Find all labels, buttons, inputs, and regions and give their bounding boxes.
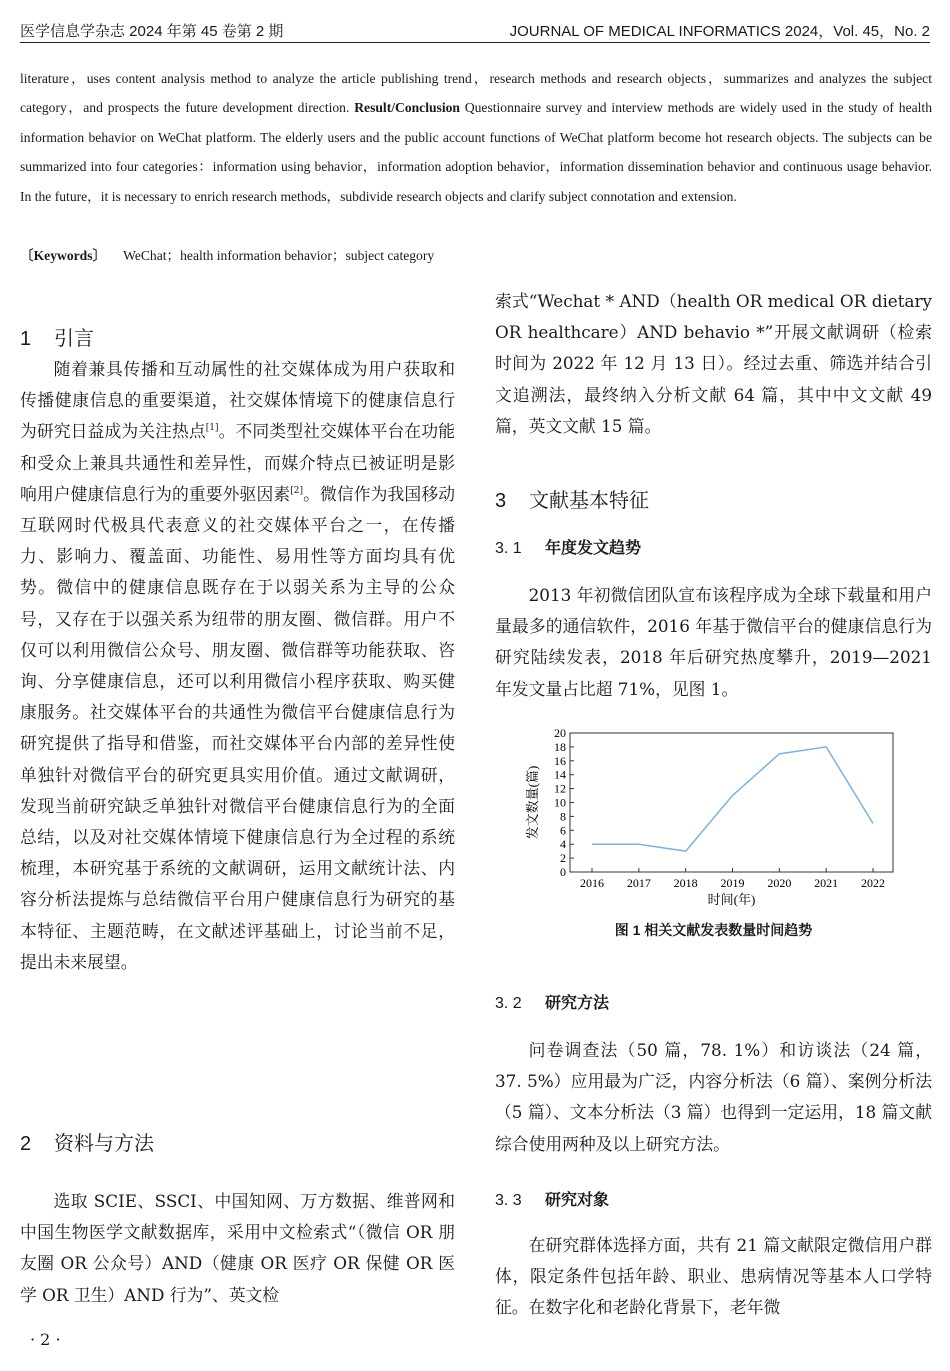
citation-2: [2] [290,485,303,496]
section-2-body-cont [495,286,932,442]
section-3-3-body [495,1230,932,1324]
header-rule [20,42,930,43]
section-1-body [20,354,455,978]
abstract-text-a: literature，uses content analysis method to analyze the article publishing trend，research methods and research objects，summarizes and analyzes the subject category，and prospects the future development direction. [20,71,932,116]
journal-name-cn: 医学信息学杂志 2024 年第 45 卷第 2 期 [20,23,284,40]
keywords: WeChat；health information behavior；subject category [123,248,435,263]
section-1-heading [20,322,94,351]
subsection-title: 研究对象 [545,1192,610,1209]
x-tick-label: 2022 [861,876,885,890]
x-axis-ticks [580,868,885,890]
intro-text-b: 。不同类型社交媒体平台在功能和受众上兼具共通性和差异性，而媒介特点已被证明是影响用户健康信息行为的重要外驱因素 [20,421,455,504]
section-2-body [20,1186,455,1311]
methods-text: 选取 SCIE、SSCI、中国知网、万方数据、维普网和中国生物医学文献数据库，采用中文检索式“（微信 OR 朋友圈 OR 公众号）AND（健康 OR 医疗 OR 保健 OR 医学 OR 卫生）AND 行为”、英文检 [20,1191,455,1305]
keywords-label: 〔Keywords〕 [20,248,107,263]
keywords-line [20,244,434,264]
y-tick-label: 10 [554,795,566,810]
section-number: 2 [20,1133,32,1155]
subsection-number: 3. 1 [495,540,522,557]
y-tick-label: 12 [554,781,566,796]
y-axis-label: 发文数量(篇) [525,765,540,840]
result-label: Result/Conclusion [354,100,460,116]
objects-text: 在研究群体选择方面，共有 21 篇文献限定微信用户群体，限定条件包括年龄、职业、患病情况等基本人口学特征。在数字化和老龄化背景下，老年微 [495,1235,932,1318]
subsection-number: 3. 2 [495,995,522,1012]
plot-frame [570,733,893,872]
section-title: 资料与方法 [54,1133,154,1155]
x-axis-label: 时间(年) [707,892,756,907]
citation-1: [1] [205,423,219,434]
y-tick-label: 16 [554,753,566,768]
abstract-text-b: Questionnaire survey and interview methods are widely used in the study of health information behavior on WeChat platform. The elderly users and the public account functions of WeChat platform become hot research objects. The subjects can be summarized into four categories：information using behavior，information adoption behavior，information dissemination behavior and continuous usage behavior. In the future，it is necessary to enrich research methods，subdivide research objects and clarify subject connotation and extension. [20,100,932,204]
y-tick-label: 0 [560,865,566,879]
methods-stats-text: 问卷调查法（50 篇，78. 1%）和访谈法（24 篇，37. 5%）应用最为广泛，内容分析法（6 篇）、案例分析法（5 篇）、文本分析法（3 篇）也得到一定运用，18 篇文献综合使用两种及以上研究方法。 [495,1040,932,1154]
y-tick-label: 20 [554,726,566,740]
figure-1-line-chart [525,725,900,910]
x-tick-label: 2018 [673,876,698,890]
methods-text-cont: 索式“Wechat * AND（health OR medical OR dietary OR healthcare）AND behavio *”开展文献调研（检索时间为 2022 年 12 月 13 日）。经过去重、筛选并结合引文追溯法，最终纳入分析文献 64 篇，其中中文文献 49 篇，英文文献 15 篇。 [495,291,932,436]
x-tick-label: 2016 [580,876,604,890]
section-3-3-heading [495,1187,609,1210]
subsection-title: 年度发文趋势 [545,540,642,557]
running-header [20,18,930,40]
x-tick-label: 2019 [720,876,745,890]
section-2-heading [20,1127,154,1156]
journal-name-en: JOURNAL OF MEDICAL INFORMATICS 2024，Vol. 45，No. 2 [509,23,930,40]
section-3-2-body [495,1035,932,1160]
series-line [592,747,873,851]
y-axis-ticks [554,726,574,879]
section-3-heading [495,484,649,513]
section-number: 3 [495,490,507,512]
section-3-1-body [495,580,932,705]
x-tick-label: 2021 [814,876,839,890]
y-tick-label: 14 [554,767,566,782]
trend-text: 2013 年初微信团队宣布该程序成为全球下载量和用户量最多的通信软件，2016 年基于微信平台的健康信息行为研究陆续发表，2018 年后研究热度攀升，2019—2021 年发文量占比超 71%，见图 1。 [495,585,932,699]
section-3-2-heading [495,990,609,1013]
subsection-number: 3. 3 [495,1192,522,1209]
x-tick-label: 2020 [767,876,792,890]
y-tick-label: 4 [560,837,566,852]
x-tick-label: 2017 [626,876,651,890]
subsection-title: 研究方法 [545,995,610,1012]
page-number: · 2 · [30,1330,61,1349]
y-tick-label: 6 [560,823,566,838]
intro-text-a: 随着兼具传播和互动属性的社交媒体成为用户获取和传播健康信息的重要渠道，社交媒体情境下的健康信息行为研究日益成为关注热点 [20,359,455,442]
abstract-text [20,64,932,211]
y-tick-label: 18 [554,739,566,754]
section-3-1-heading [495,535,641,558]
section-title: 引言 [54,328,94,350]
section-number: 1 [20,328,32,350]
intro-text-c: 。微信作为我国移动互联网时代极具代表意义的社交媒体平台之一，在传播力、影响力、覆盖面、功能性、易用性等方面均具有优势。微信中的健康信息既存在于以弱关系为主导的公众号，又存在于以强关系为纽带的朋友圈、微信群。用户不仅可以利用微信公众号、朋友圈、微信群等功能获取、咨询、分享健康信息，还可以利用微信小程序获取、购买健康服务。社交媒体平台的共通性为微信平台健康信息行为研究提供了指导和借鉴，而社交媒体平台内部的差异性使单独针对微信平台的研究更具实用价值。通过文献调研，发现当前研究缺乏单独针对微信平台健康信息行为的全面总结，以及对社交媒体情境下健康信息行为全过程的系统梳理，本研究基于系统的文献调研，运用文献统计法、内容分析法提炼与总结微信平台用户健康信息行为研究的基本特征、主题范畴，在文献述评基础上，讨论当前不足，提出未来展望。 [20,483,455,972]
figure-1-caption: 图 1 相关文献发表数量时间趋势 [614,922,813,938]
section-title: 文献基本特征 [529,490,649,512]
y-tick-label: 2 [560,851,566,866]
y-tick-label: 8 [560,809,566,824]
